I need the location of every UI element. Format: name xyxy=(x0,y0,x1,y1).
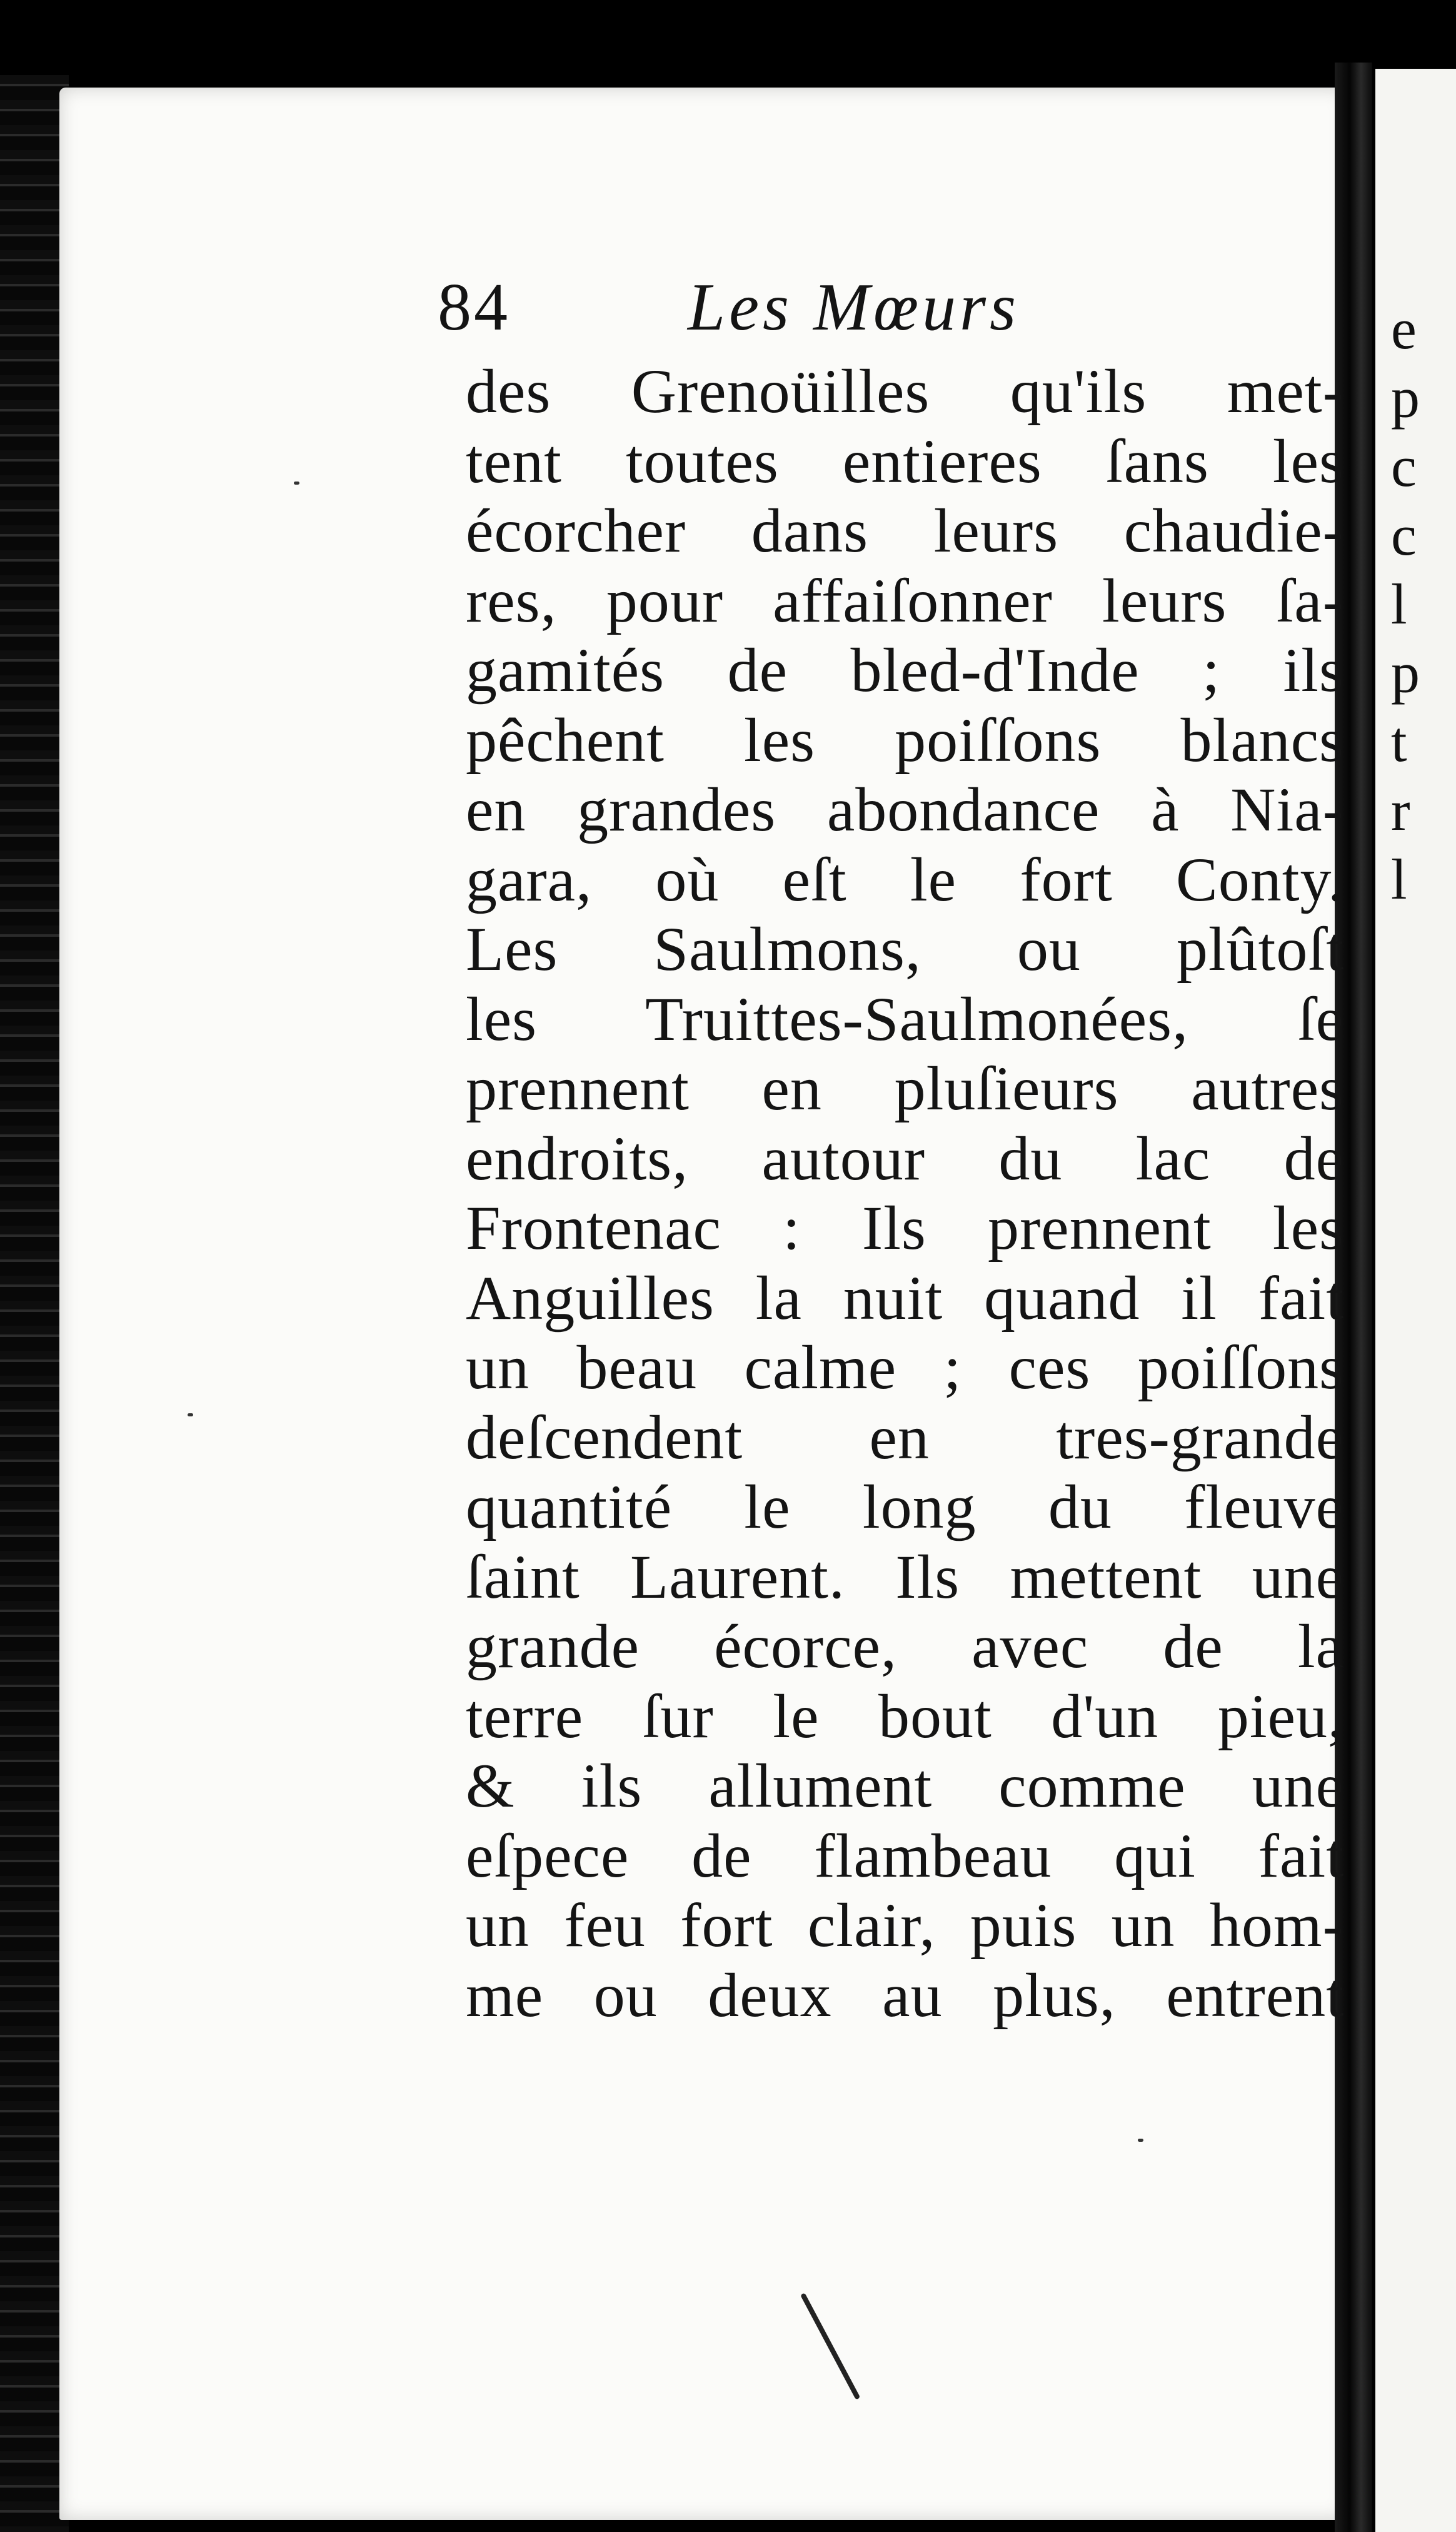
text-line: un beau calme ; ces poiſſons xyxy=(466,1333,1344,1402)
text-line: Les Saulmons, ou plûtoſt xyxy=(466,914,1344,984)
ink-speck xyxy=(1138,2139,1143,2142)
text-line: gamités de bled-d'Inde ; ils xyxy=(466,635,1344,705)
facing-page-letter: p xyxy=(1391,366,1420,430)
text-line: eſpece de flambeau qui fait xyxy=(466,1820,1344,1890)
page-number: 84 xyxy=(438,270,510,345)
text-line: endroits, autour du lac de xyxy=(466,1123,1344,1193)
text-line: en grandes abondance à Nia- xyxy=(466,775,1344,844)
facing-page-letter: r xyxy=(1391,779,1410,842)
body-text xyxy=(466,356,1344,2030)
text-line: écorcher dans leurs chaudie- xyxy=(466,496,1344,565)
text-line: pêchent les poiſſons blancs xyxy=(466,705,1344,775)
text-line: des Grenoüilles qu'ils met- xyxy=(466,356,1344,426)
text-line: gara, où eſt le fort Conty. xyxy=(466,844,1344,914)
text-line: Anguilles la nuit quand il fait xyxy=(466,1263,1344,1333)
facing-page-letter: e xyxy=(1391,297,1417,361)
text-line: terre ſur le bout d'un pieu, xyxy=(466,1681,1344,1751)
ink-speck xyxy=(294,482,299,485)
page-header xyxy=(438,269,1344,350)
text-line: deſcendent en tres-grande xyxy=(466,1402,1344,1472)
text-line: prennent en pluſieurs autres xyxy=(466,1054,1344,1123)
text-line: tent toutes entieres ſans les xyxy=(466,426,1344,496)
facing-page-letter: l xyxy=(1391,572,1407,636)
text-line: Frontenac : Ils prennent les xyxy=(466,1193,1344,1263)
text-line: me ou deux au plus, entrent xyxy=(466,1960,1344,2030)
ink-speck xyxy=(188,1413,193,1416)
facing-page-letter: l xyxy=(1391,847,1407,911)
facing-page-letter: p xyxy=(1391,641,1420,705)
text-line: les Truittes-Saulmonées, ſe xyxy=(466,984,1344,1054)
running-title: Les Mœurs xyxy=(688,270,1020,345)
text-line: un feu fort clair, puis un hom- xyxy=(466,1890,1344,1960)
text-line: & ils allument comme une xyxy=(466,1751,1344,1820)
text-line: grande écorce, avec de la xyxy=(466,1612,1344,1681)
text-line: quantité le long du fleuve xyxy=(466,1472,1344,1541)
facing-page-letter: c xyxy=(1391,435,1417,498)
text-line: ſaint Laurent. Ils mettent une xyxy=(466,1541,1344,1612)
facing-page-letter: t xyxy=(1391,710,1407,774)
binding-edge xyxy=(0,75,69,2532)
text-line: res, pour affaiſonner leurs ſa- xyxy=(466,565,1344,635)
facing-page-letter: c xyxy=(1391,503,1417,567)
